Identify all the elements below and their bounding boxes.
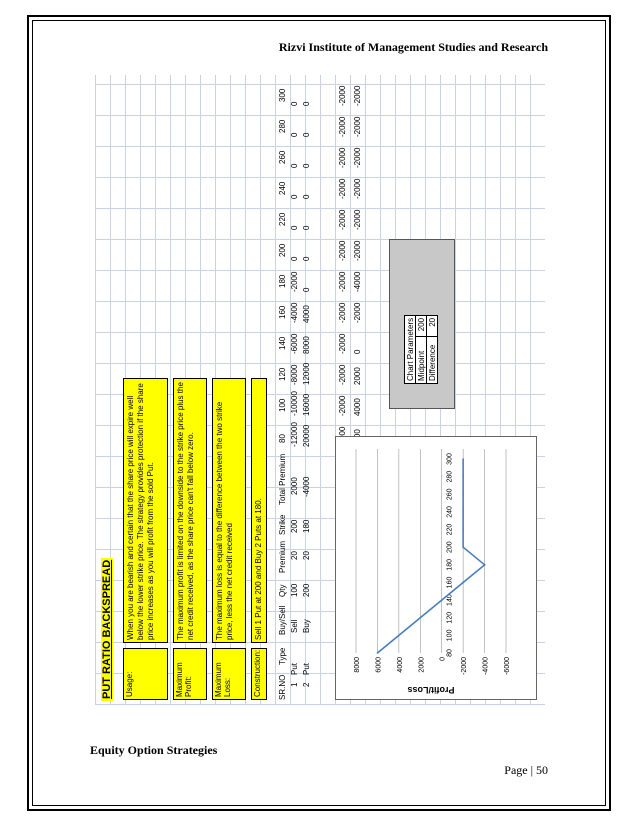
payoff-cell-row_prem-7: -2000 (338, 209, 347, 230)
ytick-label-3: 2000 (418, 657, 426, 673)
spreadsheet-image (95, 75, 545, 705)
payoff-cell-prices-0: 80 (278, 434, 287, 443)
row2-qty: 200 (302, 583, 311, 597)
payoff-cell-row_buy-7: 0 (302, 225, 311, 230)
payoff-cell-row_net-3: 0 (353, 349, 362, 354)
payoff-cell-row_prem-4: -2000 (338, 302, 347, 323)
payoff-cell-row_buy-1: 16000 (302, 393, 311, 416)
xtick-label-3: 140 (446, 594, 454, 606)
row2-total: -4000 (302, 476, 311, 497)
payoff-cell-row_sell-2: -8000 (290, 364, 299, 385)
payoff-point-6 (462, 546, 464, 548)
payoff-cell-row_sell-8: 0 (290, 194, 299, 199)
midpoint-label: Midpoint (416, 336, 427, 383)
payoff-cell-prices-7: 220 (278, 212, 287, 226)
col-srno: SR.NO (278, 674, 287, 700)
payoff-cell-row_prem-10: -2000 (338, 116, 347, 137)
col-strike: Strike (278, 514, 287, 535)
payoff-cell-prices-4: 160 (278, 305, 287, 319)
payoff-cell-row_prem-9: -2000 (338, 147, 347, 168)
ytick-label-2: 4000 (396, 657, 404, 673)
xtick-label-10: 280 (446, 470, 454, 483)
ytick-label-0: 8000 (354, 657, 361, 673)
page-header: Rizvi Institute of Management Studies and Research (278, 40, 548, 54)
payoff-cell-row_buy-5: 0 (302, 287, 311, 292)
ytick-label-7: -6000 (504, 657, 511, 675)
row1-bs: Sell (290, 619, 299, 633)
max-loss-text: The maximum loss is equal to the difference between the two strike price, less the net credit received (212, 378, 246, 643)
xtick-label-0: 80 (446, 649, 454, 657)
row2-strike: 180 (302, 519, 311, 533)
col-premium: Premium (278, 540, 287, 573)
payoff-cell-prices-8: 240 (278, 181, 287, 195)
payoff-cell-row_prem-3: -2000 (338, 333, 347, 354)
midpoint-value: 200 (416, 315, 427, 336)
payoff-cell-row_net-10: -2000 (353, 116, 362, 137)
row2-type: Put (302, 662, 311, 675)
page-number: Page | 50 (504, 763, 548, 777)
payoff-cell-row_net-4: -2000 (353, 302, 362, 323)
payoff-cell-row_net-11: -2000 (353, 85, 362, 106)
construction-text: Sell 1 Put at 200 and Buy 2 Puts at 180. (251, 378, 267, 643)
payoff-cell-row_buy-11: 0 (302, 101, 311, 106)
sheet-title: PUT RATIO BACKSPREAD (101, 559, 113, 699)
payoff-chart-box (335, 436, 537, 700)
y-axis-label: Profit/Loss (407, 685, 455, 695)
payoff-cell-row_net-2: 2000 (353, 367, 362, 385)
payoff-cell-row_prem-1: -2000 (338, 395, 347, 416)
payoff-cell-row_sell-9: 0 (290, 163, 299, 168)
ytick-label-6: -4000 (482, 657, 490, 675)
payoff-point-5 (484, 564, 486, 566)
col-type: Type (278, 647, 287, 665)
payoff-line (377, 459, 484, 653)
payoff-cell-row_sell-11: 0 (290, 101, 299, 106)
chart-params-table (404, 315, 438, 384)
xtick-label-2: 120 (446, 611, 454, 624)
payoff-point-11 (462, 458, 464, 460)
row1-qty: 100 (290, 583, 299, 597)
col-buysell: Buy/Sell (278, 605, 287, 635)
max-profit-text: The maximum profit is limited on the downside to the strike price plus the net credit received, as the share price can't fall below zero. (173, 378, 207, 643)
payoff-cell-prices-3: 140 (278, 336, 287, 350)
payoff-cell-row_net-8: -2000 (353, 178, 362, 199)
payoff-chart (336, 437, 536, 699)
xtick-label-11: 300 (446, 453, 454, 465)
xtick-label-4: 160 (446, 576, 454, 589)
max-loss-label: Maximum Loss: (212, 648, 246, 700)
xtick-label-6: 200 (446, 541, 454, 554)
payoff-point-7 (462, 529, 464, 531)
payoff-point-3 (441, 599, 443, 601)
payoff-cell-row_prem-5: -2000 (338, 271, 347, 292)
usage-label: Usage: (123, 648, 168, 700)
payoff-cell-row_sell-7: 0 (290, 225, 299, 230)
payoff-cell-row_prem-8: -2000 (338, 178, 347, 199)
payoff-cell-prices-5: 180 (278, 274, 287, 288)
payoff-cell-row_sell-3: -6000 (290, 333, 299, 354)
row2-bs: Buy (302, 619, 311, 633)
payoff-cell-prices-6: 200 (278, 243, 287, 257)
chart-params-panel (389, 239, 455, 409)
payoff-cell-prices-11: 300 (278, 88, 287, 102)
payoff-cell-row_sell-6: 0 (290, 256, 299, 261)
footer-title: Equity Option Strategies (90, 743, 218, 757)
row1-strike: 200 (290, 519, 299, 533)
payoff-cell-prices-2: 120 (278, 367, 287, 381)
payoff-point-1 (398, 635, 400, 637)
difference-value: 20 (427, 315, 438, 336)
payoff-cell-row_buy-0: 20000 (302, 424, 311, 447)
row2-premium: 20 (302, 551, 311, 560)
payoff-point-2 (419, 617, 421, 619)
payoff-cell-row_prem-2: -2000 (338, 364, 347, 385)
col-qty: Qty (278, 584, 287, 597)
payoff-point-9 (462, 493, 464, 495)
payoff-point-8 (462, 511, 464, 513)
payoff-cell-row_net-9: -2000 (353, 147, 362, 168)
payoff-point-4 (462, 582, 464, 584)
payoff-cell-row_net-6: -2000 (353, 240, 362, 261)
chart-params-title: Chart Parameters (405, 315, 416, 383)
payoff-cell-row_sell-0: -12000 (290, 422, 299, 447)
payoff-cell-row_net-1: 4000 (353, 398, 362, 416)
row1-sr: 1 (290, 682, 299, 687)
xtick-label-1: 100 (446, 629, 454, 642)
payoff-cell-row_prem-6: -2000 (338, 240, 347, 261)
payoff-point-0 (377, 652, 379, 654)
row1-premium: 20 (290, 551, 299, 560)
payoff-cell-prices-1: 100 (278, 398, 287, 412)
row2-sr: 2 (302, 682, 311, 687)
xtick-label-9: 260 (446, 488, 454, 501)
col-total-premium: Total Premium (278, 453, 287, 505)
xtick-label-8: 240 (446, 506, 454, 518)
payoff-cell-prices-9: 260 (278, 150, 287, 164)
payoff-cell-row_buy-4: 4000 (302, 305, 311, 323)
payoff-cell-row_prem-11: -2000 (338, 85, 347, 106)
payoff-cell-row_net-5: -4000 (353, 271, 362, 292)
payoff-cell-row_sell-1: -10000 (290, 391, 299, 416)
payoff-cell-row_buy-2: 12000 (302, 362, 311, 385)
ytick-label-4: 0 (439, 657, 447, 661)
payoff-cell-row_buy-9: 0 (302, 163, 311, 168)
payoff-cell-row_buy-10: 0 (302, 132, 311, 137)
xtick-label-5: 180 (446, 558, 454, 571)
payoff-cell-row_buy-3: 8000 (302, 336, 311, 354)
payoff-point-10 (462, 476, 464, 478)
row1-type: Put (290, 662, 299, 675)
construction-label: Construction: (251, 648, 267, 700)
usage-text: When you are bearish and certain that the share price will expire well below the lower strike price. The strategy provides protection if the share price increases as you will profit from the sold Put. (123, 378, 168, 643)
payoff-cell-row_sell-4: -4000 (290, 302, 299, 323)
payoff-cell-row_sell-5: -2000 (290, 271, 299, 292)
payoff-cell-row_sell-10: 0 (290, 132, 299, 137)
row1-total: 2000 (290, 477, 299, 495)
ytick-label-5: -2000 (461, 657, 469, 675)
payoff-cell-row_buy-6: 0 (302, 256, 311, 261)
difference-label: Difference (427, 336, 438, 383)
payoff-cell-prices-10: 280 (278, 119, 287, 133)
xtick-label-7: 220 (446, 523, 454, 536)
payoff-cell-row_net-7: -2000 (353, 209, 362, 230)
ytick-label-1: 6000 (375, 657, 383, 673)
payoff-cell-row_buy-8: 0 (302, 194, 311, 199)
max-profit-label: Maximum Profit: (173, 648, 207, 700)
